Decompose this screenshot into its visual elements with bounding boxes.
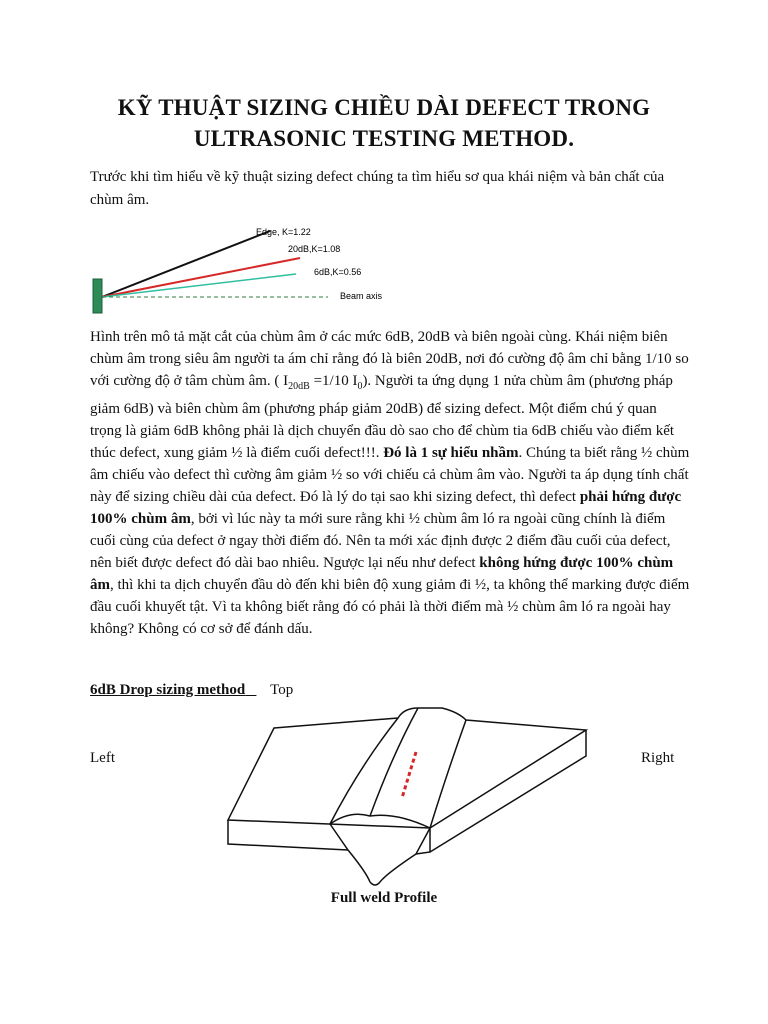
p1-part-a: Hình trên mô tả mặt cắt của chùm âm ở các mức 6dB, 20dB và biên ngoài cùng. Khái niệm biên chùm âm trong siêu âm người ta ám chỉ rằng đó là biên 20dB, nơi đó cường độ âm chỉ bằng 1/10 so với cường độ ở tâm chùm âm. ( I	[90, 329, 689, 389]
p1-part-c: ). Người ta ứng dụng 1 nửa chùm âm (phương pháp giảm 6dB) và biên chùm âm (phương pháp giảm 20dB) để sizing defect. Một điểm chú ý quan trọng là giảm 6dB không phải là dịch chuyển đầu dò sao cho để chùm tia 6dB chiếu vào điểm kết thúc defect, xung giảm ½ là điểm cuối defect!!!.	[90, 373, 675, 461]
p1-subscript-20db: 20dB	[288, 381, 310, 392]
left-label: Left	[90, 750, 115, 766]
weld-front-left-fusion	[330, 824, 370, 882]
p1-part-d: . Chúng ta biết rằng ½ chùm âm chiếu vào defect thì cường âm giảm ½ so với chiếu cả chùm âm vào. Người ta áp dụng tính chất này để sizing chiều dài của defect. Đó là lý do tại sao khi sizing defect, thì defect	[90, 445, 690, 505]
db6-label: 6dB,K=0.56	[314, 267, 362, 277]
p1-part-e: , bởi vì lúc này ta mới sure rằng khi ½ chùm âm ló ra ngoài cũng chính là điểm cuối cùng của defect ở ngay thời điểm đó. Nên ta mới xác định được 2 điểm đầu cuối của defect, nên biết được defect đó dài bao nhiêu. Ngược lại nếu như defect	[90, 511, 671, 571]
title-line-1: KỸ THUẬT SIZING CHIỀU DÀI DEFECT TRONG	[117, 95, 651, 120]
p1-bold-must-receive: phải hứng được 100% chùm âm	[90, 489, 682, 527]
beam-axis-label: Beam axis	[340, 291, 383, 301]
section-heading: 6dB Drop sizing method	[90, 682, 246, 698]
title-line-2: ULTRASONIC TESTING METHOD.	[193, 126, 575, 151]
figure-caption: Full weld Profile	[330, 890, 438, 906]
edge-label: Edge, K=1.22	[256, 227, 311, 237]
p1-bold-not-receive: không hứng được 100% chùm âm	[90, 555, 674, 593]
beam-profile-diagram	[88, 222, 383, 318]
section-heading-row	[90, 680, 293, 700]
transducer-element	[93, 279, 102, 313]
p1-part-b: =1/10 I	[309, 373, 358, 389]
p1-subscript-0: 0	[357, 381, 363, 392]
p1-bold-misunderstanding: Đó là 1 sự hiểu nhầm	[383, 445, 519, 461]
top-label: Top	[270, 682, 294, 698]
db20-label: 20dB,K=1.08	[288, 244, 341, 254]
right-label: Right	[641, 750, 675, 766]
weld-profile-diagram	[220, 706, 590, 890]
p1-part-f: , thì khi ta dịch chuyển đầu dò đến khi biên độ xung giảm đi ½, ta không thể marking được điểm đầu cuối khuyết tật. Vì ta không biết rằng đó có phải là thời điểm mà ½ chùm âm ló ra ngoài hay không? Không có cơ sở để đánh dấu.	[90, 577, 690, 637]
plate-top-surface	[228, 708, 586, 828]
weld-front-right-fusion	[380, 828, 430, 882]
page-title	[0, 92, 768, 154]
weld-root	[370, 882, 380, 885]
body-paragraph	[90, 326, 690, 640]
intro-paragraph: Trước khi tìm hiểu về kỹ thuật sizing defect chúng ta tìm hiểu sơ qua khái niệm và bản chất của chùm âm.	[90, 169, 665, 208]
